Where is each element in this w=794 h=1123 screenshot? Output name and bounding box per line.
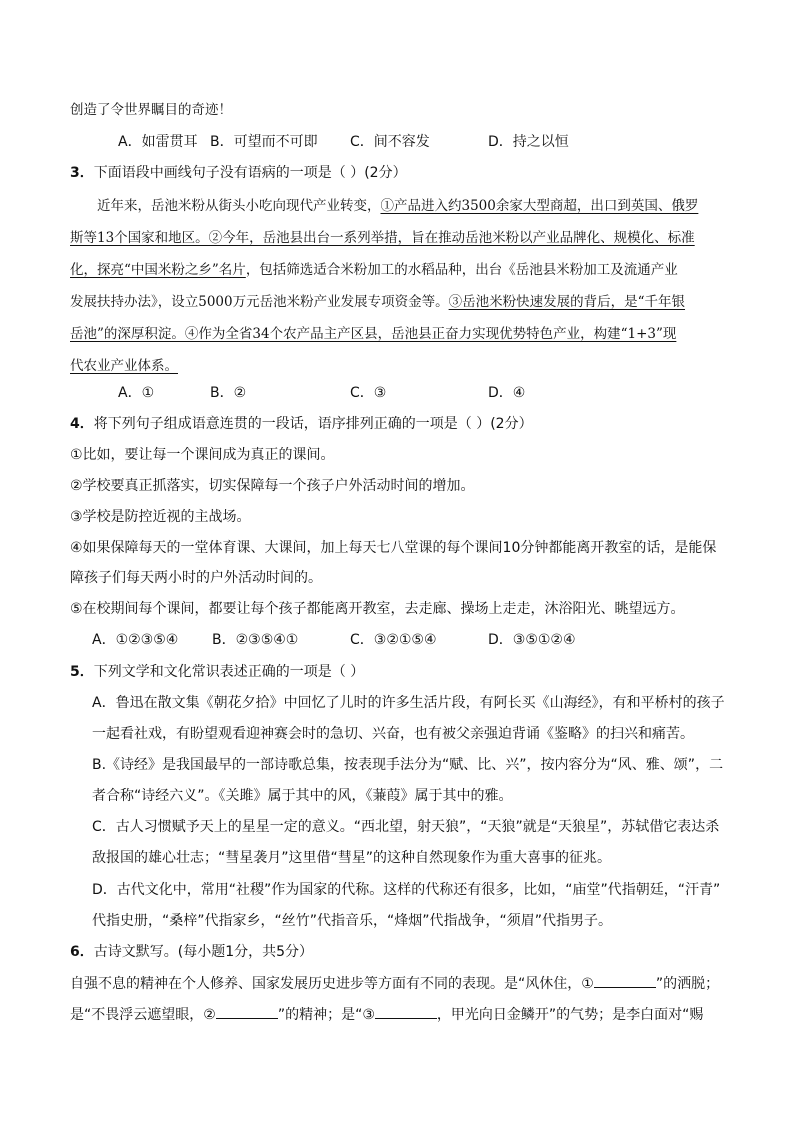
- q3-option-a: A．①: [118, 385, 155, 401]
- q3-passage-line-6: 代农业产业体系。: [70, 358, 178, 374]
- intro-tail: 创造了令世界瞩目的奇迹！: [70, 102, 232, 118]
- q3-number: 3．: [70, 165, 94, 181]
- q3-passage-line-3: [70, 260, 730, 280]
- q2-option-b: B．可望而不可即: [210, 134, 318, 150]
- q3-stem-text: 下面语段中画线句子没有语病的一项是（ ）(2分）: [93, 165, 407, 181]
- q3-underlined-sentence: 化，探亮“中国米粉之乡”名片: [70, 262, 246, 278]
- q6-blank-3[interactable]: [375, 1004, 437, 1019]
- q3-option-c: C．③: [350, 385, 387, 401]
- q3-passage-line-5: 岳池”的深厚积淀。④作为全省34个农产品主产区县，岳池县正奋力实现优势特色产业，构建“1+3”现: [70, 326, 677, 342]
- q6-stem: [70, 942, 730, 962]
- q3-underlined-sentence: ③岳池米粉快速发展的背后，是“千年银: [448, 294, 686, 310]
- q3-passage-line-2: 斯等13个国家和地区。②今年，岳池县出台一系列举措，旨在推动岳池米粉以产业品牌化、规模化、标准: [70, 230, 695, 246]
- q3-option-d: D．④: [488, 385, 526, 401]
- q4-sentence-4-line-1: ④如果保障每天的一堂体育课、大课间，加上每天七八堂课的每个课间10分钟都能离开教室的话，是能保: [70, 540, 717, 556]
- q3-stem: [70, 163, 730, 183]
- q6-line-1: [70, 973, 730, 994]
- q6-text: ，甲光向日金鳞开”的气势；是李白面对“赐: [436, 1007, 704, 1023]
- q4-option-d: D．③⑤①②④: [488, 632, 576, 648]
- q5-number: 5．: [70, 664, 94, 680]
- q5-option-b-line-2: 者合称“诗经六义”。《关雎》属于其中的风，《蒹葭》属于其中的雅。: [92, 788, 513, 804]
- q3-passage-text: 近年来，岳池米粉从街头小吃向现代产业转变，: [97, 198, 381, 214]
- q6-text: 自强不息的精神在个人修养、国家发展历史进步等方面有不同的表现。是“风休住，①: [70, 976, 594, 992]
- q3-passage-text: 发展扶持办法》，设立5000万元岳池米粉产业发展专项资金等。: [70, 294, 449, 310]
- q6-stem-text: 古诗文默写。(每小题1分，共5分）: [93, 944, 314, 960]
- q5-option-c-line-2: 敌报国的雄心壮志；“彗星袭月”这里借“彗星”的这种自然现象作为重大喜事的征兆。: [92, 850, 612, 866]
- q5-stem: [70, 662, 730, 682]
- q5-option-d-line-1: D．古代文化中，常用“社稷”作为国家的代称。这样的代称还有很多，比如，“庙堂”代指朝廷，“汗青”: [92, 882, 721, 898]
- q4-option-c: C．③②①⑤④: [350, 632, 437, 648]
- q6-text: 是“不畏浮云遮望眼，②: [70, 1007, 216, 1023]
- q4-stem-text: 将下列句子组成语意连贯的一段话，语序排列正确的一项是（ ）(2分）: [93, 416, 533, 432]
- q6-number: 6．: [70, 944, 94, 960]
- q5-option-a-line-1: A．鲁迅在散文集《朝花夕拾》中回忆了儿时的许多生活片段，有阿长买《山海经》，有和平桥村的孩子: [92, 695, 725, 711]
- q4-number: 4．: [70, 416, 94, 432]
- q4-sentence-4-line-2: 障孩子们每天两小时的户外活动时间的。: [70, 570, 322, 586]
- q4-stem: [70, 414, 730, 434]
- q2-option-d: D．持之以恒: [488, 134, 569, 150]
- q2-option-a: A．如雷贯耳: [118, 134, 198, 150]
- q5-option-c-line-1: C．古人习惯赋予天上的星星一定的意义。“西北望，射天狼”，“天狼”就是“天狼星”，苏轼借它表达杀: [92, 819, 720, 835]
- q2-option-c: C．间不容发: [350, 134, 430, 150]
- q4-sentence-3: ③学校是防控近视的主战场。: [70, 509, 251, 525]
- q6-blank-2[interactable]: [216, 1004, 278, 1019]
- q4-option-a: A．①②③⑤④: [92, 632, 179, 648]
- q5-option-a-line-2: 一起看社戏，有盼望观看迎神赛会时的急切、兴奋，也有被父亲强迫背诵《鉴略》的扫兴和痛苦。: [92, 726, 694, 742]
- q6-text: ”的精神；是“③: [277, 1007, 375, 1023]
- q6-line-2: [70, 1004, 730, 1025]
- q6-blank-1[interactable]: [594, 973, 656, 988]
- q5-stem-text: 下列文学和文化常识表述正确的一项是（ ）: [93, 664, 365, 680]
- q5-option-b-line-1: B.《诗经》是我国最早的一部诗歌总集，按表现手法分为“赋、比、兴”，按内容分为“风、雅、颂”，二: [92, 757, 724, 773]
- q6-text: ”的洒脱；: [655, 976, 720, 992]
- q4-sentence-5: ⑤在校期间每个课间，都要让每个孩子都能离开教室，去走廊、操场上走走，沐浴阳光、眺望远方。: [70, 601, 685, 617]
- q3-passage-line-1: [97, 196, 730, 216]
- q4-sentence-2: ②学校要真正抓落实，切实保障每一个孩子户外活动时间的增加。: [70, 478, 475, 494]
- q3-underlined-sentence: ①产品进入约3500余家大型商超，出口到英国、俄罗: [380, 198, 699, 214]
- q5-option-d-line-2: 代指史册，“桑梓”代指家乡，“丝竹”代指音乐，“烽烟”代指战争，“须眉”代指男子。: [92, 913, 613, 929]
- q3-passage-text: ，包括筛选适合米粉加工的水稻品种，出台《岳池县米粉加工及流通产业: [245, 262, 678, 278]
- q3-passage-line-4: [70, 292, 730, 312]
- q3-option-b: B．②: [210, 385, 247, 401]
- q4-sentence-1: ①比如，要让每一个课间成为真正的课间。: [70, 447, 335, 463]
- q4-option-b: B．②③⑤④①: [212, 632, 299, 648]
